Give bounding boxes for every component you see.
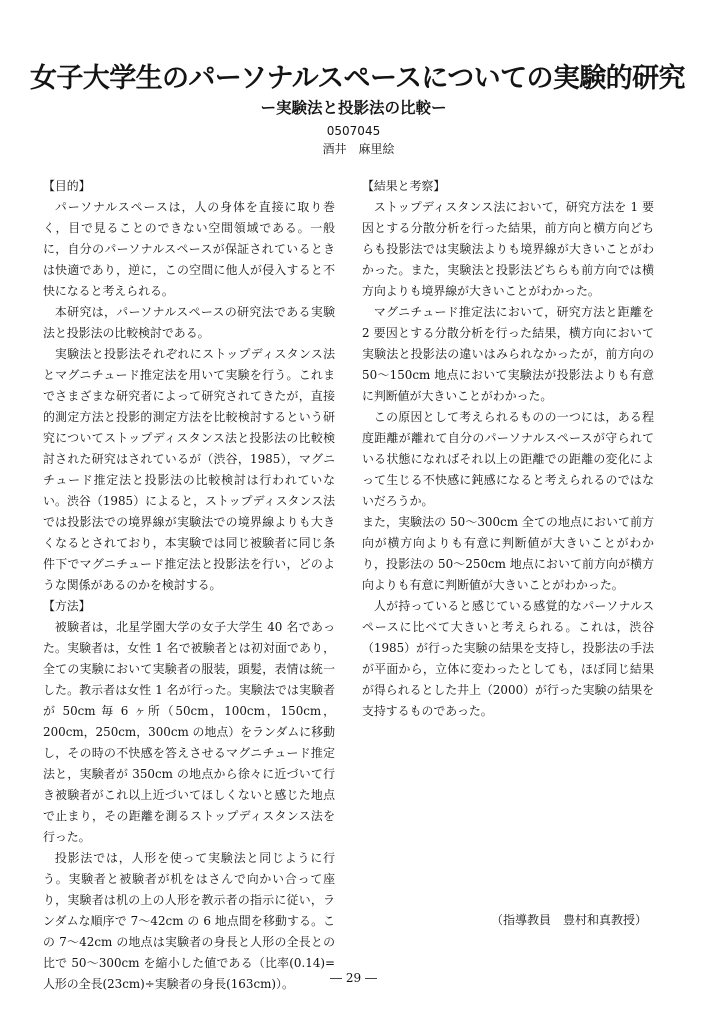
left-column [43, 176, 335, 995]
method-paragraph: 被験者は，北星学園大学の女子大学生 40 名であった。実験者は，女性 1 名で被験者とは初対面であり，全ての実験において実験者の服装，頭髪，表情は統一した。教示者は女性 1 名が行った。実験法では実験者が 50cm 毎 6 ヶ所（50cm，100cm，150cm，200cm，250cm，300cm の地点）をランダムに移動し，その時の不快感を答えさせるマグニチュード推定法と，実験者が 350cm の地点から徐々に近づいて行き被験者がこれ以上近づいてほしくないと感じた地点で止まり，その距離を測るストップディスタンス法を行った。 [43, 620, 335, 844]
right-column [362, 176, 654, 722]
purpose-paragraph: 実験法と投影法それぞれにストップディスタンス法とマグニチュード推定法を用いて実験を行う。これまでさまざまな研究者によって研究されてきたが，直接的測定方法と投影的測定方法を比較検討するという研究についてストップディスタンス法と投影法の比較検討された研究はされているが（渋谷，1985），マグニチュード推定法と投影法の比較検討は行われていない。渋谷（1985）によると，ストップディスタンス法では投影法での境界線が実験法での境界線よりも大きくなるとされており，本実験では同じ被験者に同じ条件下でマグニチュード推定法と投影法を行い，どのような関係があるのかを検討する。 [43, 347, 335, 592]
results-paragraph: この原因として考えられるものの一つには，ある程度距離が離れて自分のパーソナルスペースが守られている状態になればそれ以上の距離での距離の変化によって生じる不快感に鈍感になると考えられるのではないだろうか。 [362, 410, 654, 508]
results-heading: 【結果と考察】 [362, 179, 446, 193]
results-paragraph: 人が持っていると感じている感覚的なパーソナルスペースに比べて大きいと考えられる。これは，渋谷（1985）が行った実験の結果を支持し，投影法の手法が平面から，立体に変わったとしても，ほぼ同じ結果が得られるとした井上（2000）が行った実験の結果を支持するものであった。 [362, 599, 654, 718]
results-paragraph: マグニチュード推定法において，研究方法と距離を 2 要因とする分散分析を行った結果，横方向において実験法と投影法の違いはみられなかったが，前方向の 50～150cm 地点において実験法が投影法よりも有意に判断値が大きいことがわかった。 [362, 305, 654, 403]
student-id: 0507045 [326, 124, 381, 138]
paper-subtitle: ー実験法と投影法の比較ー [260, 99, 447, 117]
results-paragraph: ストップディスタンス法において，研究方法を 1 要因とする分散分析を行った結果，前方向と横方向どちらも投影法では実験法よりも境界線が大きいことがわかった。また，実験法と投影法どちらも前方向では横方向よりも境界線が大きいことがわかった。 [362, 200, 654, 298]
method-paragraph: 投影法では，人形を使って実験法と同じように行う。実験者と被験者が机をはさんで向かい合って座り，実験者は机の上の人形を教示者の指示に従い，ランダムな順序で 7～42cm の 6 地点間を移動する。この 7～42cm の地点は実験者の身長と人形の全長との比で 50～300cm を縮小した値である（比率(0.14)=人形の全長(23cm)÷実験者の身長(163cm)）。 [43, 851, 335, 991]
paper-title: 女子大学生のパーソナルスペースについての実験的研究 [30, 63, 685, 94]
method-heading: 【方法】 [43, 599, 91, 613]
page-number: ― 29 ― [330, 971, 377, 985]
advisor-credit: （指導教員 豊村和真教授） [490, 913, 647, 927]
author-name: 酒井 麻里絵 [322, 142, 395, 156]
purpose-heading: 【目的】 [43, 179, 91, 193]
purpose-paragraph: パーソナルスペースは，人の身体を直接に取り巻く，目で見ることのできない空間領域である。一般に，自分のパーソナルスペースが保証されているときは快適であり，逆に，この空間に他人が侵入すると不快になると考えられる。 [43, 200, 335, 298]
purpose-paragraph: 本研究は，パーソナルスペースの研究法である実験法と投影法の比較検討である。 [43, 305, 335, 340]
results-paragraph: また，実験法の 50～300cm 全ての地点において前方向が横方向よりも有意に判断値が大きいことがわかり，投影法の 50～250cm 地点において前方向が横方向よりも有意に判断値が大きいことがわかった。 [362, 515, 654, 592]
